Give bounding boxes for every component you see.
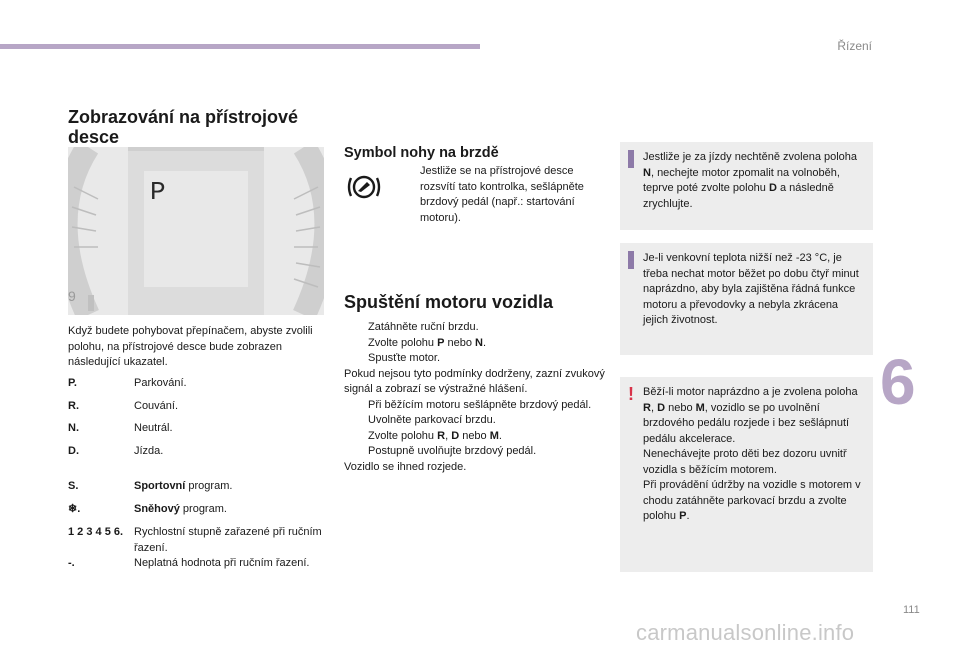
start-steps bbox=[344, 320, 606, 475]
warning-note-idle bbox=[620, 377, 873, 572]
list-item bbox=[344, 320, 606, 336]
legend-value: Couvání. bbox=[134, 400, 179, 412]
note-text: Běží-li motor naprázdno a je zvolena poloha R, D nebo M, vozidlo se po uvolnění brzdového pedálu rozjede i bez sešlápnutí pedálu akcelerace. bbox=[643, 386, 858, 445]
list-item bbox=[344, 413, 606, 429]
note-text: Nenechávejte proto děti bez dozoru uvnitř vozidla s běžícím motorem. bbox=[643, 448, 847, 476]
list-item bbox=[344, 429, 606, 445]
legend-key: -. bbox=[68, 557, 75, 569]
bullet-text: Zatáhněte ruční brzdu. bbox=[368, 321, 479, 333]
bullet-text: Spusťte motor. bbox=[368, 352, 440, 364]
display-intro: Když budete pohybovat přepínačem, abyste zvolili polohu, na přístrojové desce bude zobrazen následující ukazatel. bbox=[68, 325, 313, 368]
paragraph: Pokud nejsou tyto podmínky dodrženy, zazní zvukový signál a zobrazí se výstražné hlášení. bbox=[344, 367, 605, 395]
legend-key: R. bbox=[68, 400, 79, 412]
section-title-brake: Symbol nohy na brzdě bbox=[344, 145, 499, 161]
brake-bullets bbox=[396, 164, 601, 226]
bullet-text: Zvolte polohu P nebo N. bbox=[368, 336, 487, 349]
info-note-neutral bbox=[620, 142, 873, 230]
legend-key: P. bbox=[68, 377, 77, 389]
list-item bbox=[344, 398, 606, 414]
page-number: 111 bbox=[903, 604, 920, 616]
note-text: Je-li venkovní teplota nižší než -23 °C, je třeba nechat motor běžet po dobu čtyř minut naprázdno, aby byla zajištěna řádná funkce motoru a převodovky a nebyla zkrácena jejich životnost. bbox=[643, 252, 859, 326]
legend-key: N. bbox=[68, 422, 79, 434]
legend-value bbox=[134, 502, 324, 518]
info-icon bbox=[628, 150, 634, 168]
legend-value: Neplatná hodnota při ručním řazení. bbox=[134, 557, 310, 569]
bullet-text: Při běžícím motoru sešlápněte brzdový pedál. bbox=[368, 398, 592, 411]
legend-value bbox=[134, 479, 324, 495]
legend-key: D. bbox=[68, 445, 79, 457]
info-icon bbox=[628, 251, 634, 269]
info-note-temperature bbox=[620, 243, 873, 355]
bullet-text: Zvolte polohu R, D nebo M. bbox=[368, 429, 502, 442]
legend-value-bold: Sněhový bbox=[134, 503, 180, 515]
list-item bbox=[344, 336, 606, 352]
legend-value: Rychlostní stupně zařazené při ručním řazení. bbox=[134, 526, 322, 554]
legend-value: Parkování. bbox=[134, 377, 187, 389]
bullet-text: Uvolněte parkovací brzdu. bbox=[368, 414, 496, 426]
legend-value: Jízda. bbox=[134, 445, 164, 457]
dash-digit: 9 bbox=[68, 288, 76, 304]
section-title-start: Spuštění motoru vozidla bbox=[344, 292, 554, 312]
bullet-text: Postupně uvolňujte brzdový pedál. bbox=[368, 445, 537, 457]
instrument-panel-illustration bbox=[68, 147, 324, 315]
section-title-display: Zobrazování na přístrojové desce bbox=[68, 107, 299, 147]
watermark: carmanualsonline.info bbox=[636, 620, 855, 645]
brake-foot-warning-icon bbox=[346, 172, 382, 202]
legend-key: 1 2 3 4 5 6. bbox=[68, 526, 124, 538]
note-text: Při provádění údržby na vozidle s motorem v chodu zatáhněte parkovací brzdu a zvolte polohu P. bbox=[643, 479, 861, 522]
legend-value: Neutrál. bbox=[134, 422, 173, 434]
dash-gear-letter: P bbox=[150, 177, 166, 207]
note-text: Jestliže je za jízdy nechtěně zvolena poloha N, nechejte motor zpomalit na volnoběh, teprve poté zvolte polohu D a následně zrychlujte. bbox=[643, 151, 858, 210]
paragraph: Vozidlo se ihned rozjede. bbox=[344, 460, 467, 473]
legend-value-bold: Sportovní bbox=[134, 480, 186, 492]
legend-value-rest: program. bbox=[179, 503, 227, 515]
chapter-title: Řízení bbox=[837, 39, 872, 53]
legend-value-rest: program. bbox=[185, 480, 233, 492]
list-item bbox=[344, 444, 606, 460]
chapter-number: 6 bbox=[880, 346, 916, 418]
warning-icon: ! bbox=[628, 384, 634, 404]
snowflake-icon: ❄. bbox=[68, 503, 81, 515]
legend-key: S. bbox=[68, 480, 79, 492]
list-item bbox=[344, 351, 606, 367]
bullet-text: Jestliže se na přístrojové desce rozsvítí tato kontrolka, sešlápněte brzdový pedál (např.: startování motoru). bbox=[420, 165, 584, 224]
header-accent-bar bbox=[0, 44, 480, 49]
list-item bbox=[396, 164, 601, 226]
